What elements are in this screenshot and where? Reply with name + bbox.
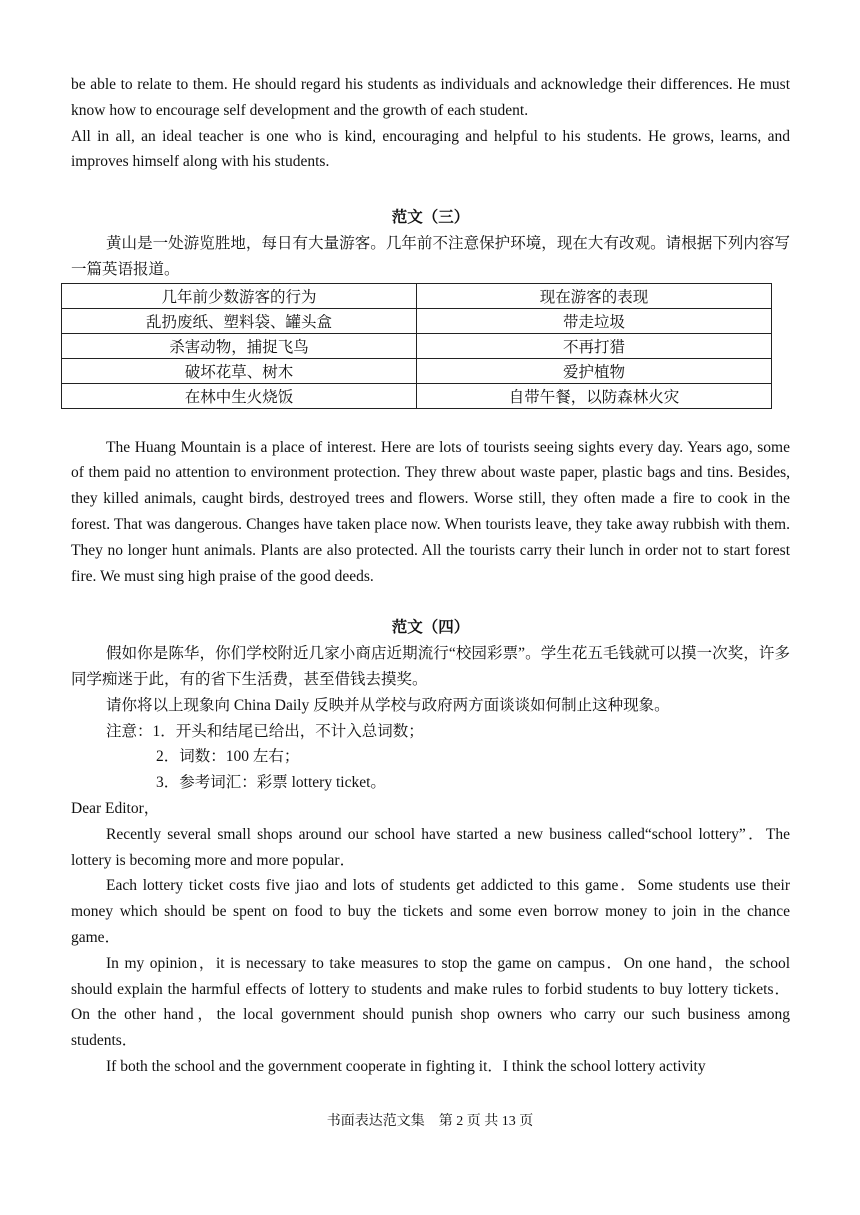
table-cell: 乱扔废纸、塑料袋、罐头盒 xyxy=(62,308,417,333)
letter-paragraph-3: In my opinion，it is necessary to take measures to stop the game on campus．On one hand，the school should explain the harmful effects of lottery to students and make rules to forbid students to buy lottery tickets．On the other hand，the local government should punish shop owners who carry our such business among students． xyxy=(71,954,790,1050)
section-4-note-3: 3．参考词汇：彩票 lottery ticket。 xyxy=(156,774,386,792)
section-4-note-2: 2．词数：100 左右； xyxy=(156,748,300,766)
letter-paragraph-1: Recently several small shops around our school have started a new business called“school lottery”．The lottery is becoming more and more popular． xyxy=(71,825,790,869)
behavior-table xyxy=(61,283,772,409)
table-cell: 爱护植物 xyxy=(417,358,772,383)
table-row xyxy=(62,358,772,383)
intro-paragraph-1: be able to relate to them. He should regard his students as individuals and acknowledge their differences. He must know how to encourage self development and the growth of each student. xyxy=(71,76,790,119)
table-cell: 不再打猎 xyxy=(417,333,772,358)
section-4-title: 范文（四） xyxy=(391,619,470,637)
section-3-essay: The Huang Mountain is a place of interest. Here are lots of tourists seeing sights every day. Years ago, some of them paid no attention to environment protection. They threw about waste paper, plastic bags and tins. Besides, they killed animals, caught birds, destroyed trees and flowers. Worse still, they often made a fire to cook in the forest. That was dangerous. Changes have taken place now. When tourists leave, they take away rubbish with them. They no longer hunt animals. Plants are also protected. All the tourists carry their lunch in order not to start forest fire. We must sing high praise of the good deeds. xyxy=(71,438,790,585)
intro-paragraph-2: All in all, an ideal teacher is one who is kind, encouraging and helpful to his students. He grows, learns, and improves himself along with his students. xyxy=(71,127,790,171)
table-cell: 破坏花草、树木 xyxy=(62,358,417,383)
section-4-prompt-1: 假如你是陈华，你们学校附近几家小商店近期流行“校园彩票”。学生花五毛钱就可以摸一次奖，许多同学痴迷于此，有的省下生活费，甚至借钱去摸奖。 xyxy=(71,645,790,688)
table-row xyxy=(62,308,772,333)
page-footer: 书面表达范文集 第 2 页 共 13 页 xyxy=(326,1114,534,1129)
section-4-prompt-2: 请你将以上现象向 China Daily 反映并从学校与政府两方面谈谈如何制止这种现象。 xyxy=(106,696,670,714)
table-cell: 杀害动物，捕捉飞鸟 xyxy=(62,333,417,358)
section-3-title: 范文（三） xyxy=(391,209,470,227)
letter-paragraph-4: If both the school and the government cooperate in fighting it．I think the school lottery activity xyxy=(106,1057,706,1075)
table-row xyxy=(62,333,772,358)
table-header-row xyxy=(62,283,772,308)
table-cell: 在林中生火烧饭 xyxy=(62,383,417,408)
document-page xyxy=(71,72,790,1080)
table-header-cell: 几年前少数游客的行为 xyxy=(62,283,417,308)
letter-paragraph-2: Each lottery ticket costs five jiao and lots of students get addicted to this game．Some students use their money which should be spent on food to buy the tickets and some even borrow money to join in the chance game． xyxy=(71,877,790,946)
table-cell: 自带午餐，以防森林火灾 xyxy=(417,383,772,408)
table-header-cell: 现在游客的表现 xyxy=(417,283,772,308)
letter-salutation: Dear Editor， xyxy=(71,799,160,817)
section-4-note-1: 注意：1．开头和结尾已给出，不计入总词数； xyxy=(106,722,424,740)
table-row xyxy=(62,383,772,408)
section-3-prompt: 黄山是一处游览胜地，每日有大量游客。几年前不注意保护环境，现在大有改观。请根据下列内容写一篇英语报道。 xyxy=(71,234,790,278)
table-cell: 带走垃圾 xyxy=(417,308,772,333)
